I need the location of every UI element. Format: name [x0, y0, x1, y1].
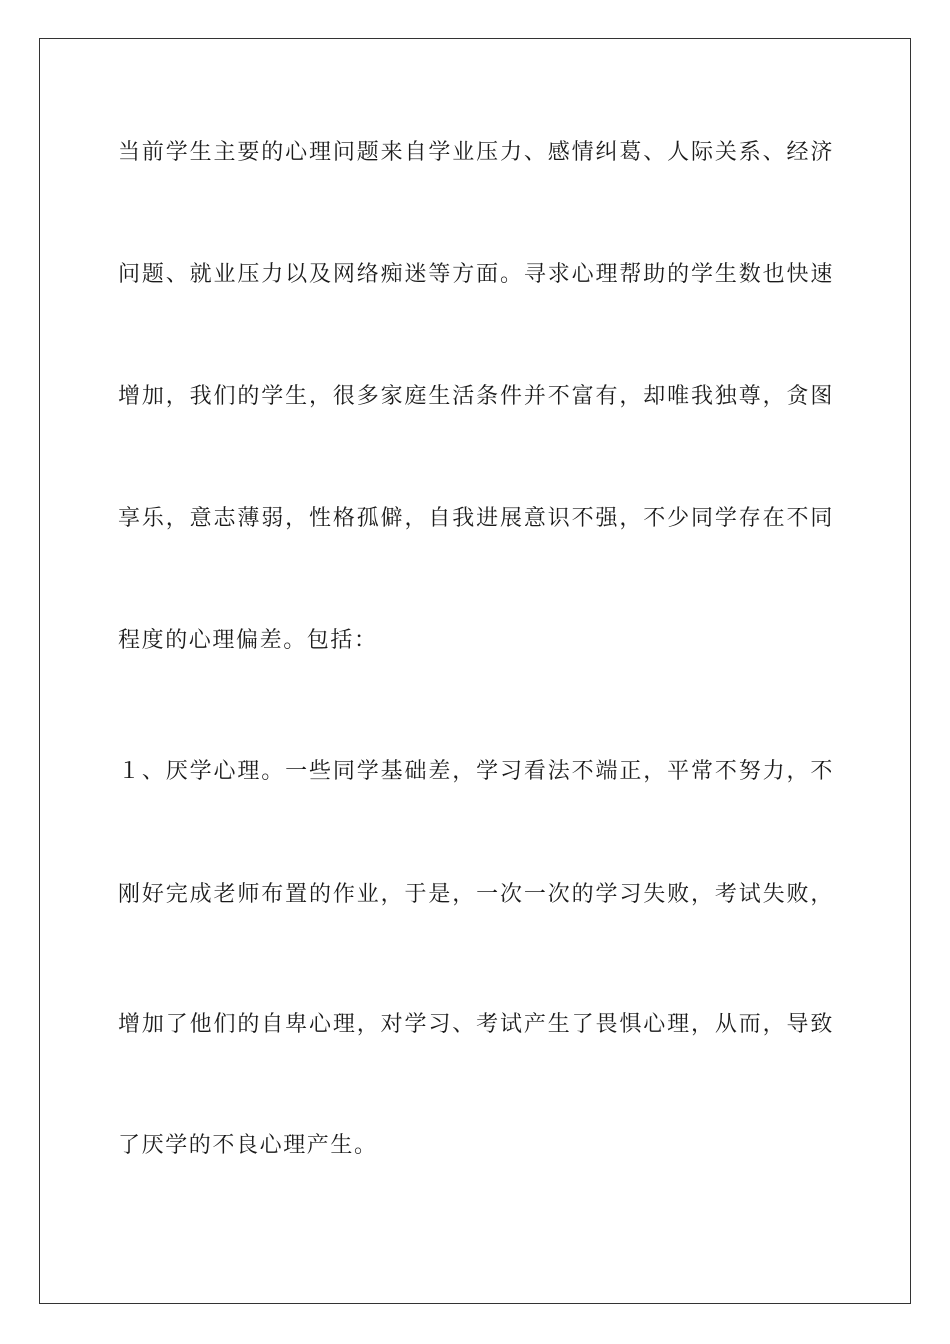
list-item-1-line-2: 刚好完成老师布置的作业，于是，一次一次的学习失败，考试失败， — [118, 882, 834, 907]
paragraph-line-1: 当前学生主要的心理问题来自学业压力、感情纠葛、人际关系、经济 — [118, 140, 834, 165]
paragraph-line-2: 问题、就业压力以及网络痴迷等方面。寻求心理帮助的学生数也快速 — [118, 262, 834, 287]
page-frame — [39, 38, 911, 1304]
list-item-1-line-4: 了厌学的不良心理产生。 — [118, 1133, 378, 1158]
list-item-1-line-1: １、厌学心理。一些同学基础差，学习看法不端正，平常不努力，不 — [118, 759, 834, 784]
list-item-1-line-3: 增加了他们的自卑心理，对学习、考试产生了畏惧心理，从而，导致 — [118, 1012, 834, 1037]
paragraph-line-3: 增加，我们的学生，很多家庭生活条件并不富有，却唯我独尊，贪图 — [118, 384, 834, 409]
paragraph-line-5: 程度的心理偏差。包括： — [118, 628, 378, 653]
paragraph-line-4: 享乐，意志薄弱，性格孤僻，自我进展意识不强，不少同学存在不同 — [118, 506, 834, 531]
